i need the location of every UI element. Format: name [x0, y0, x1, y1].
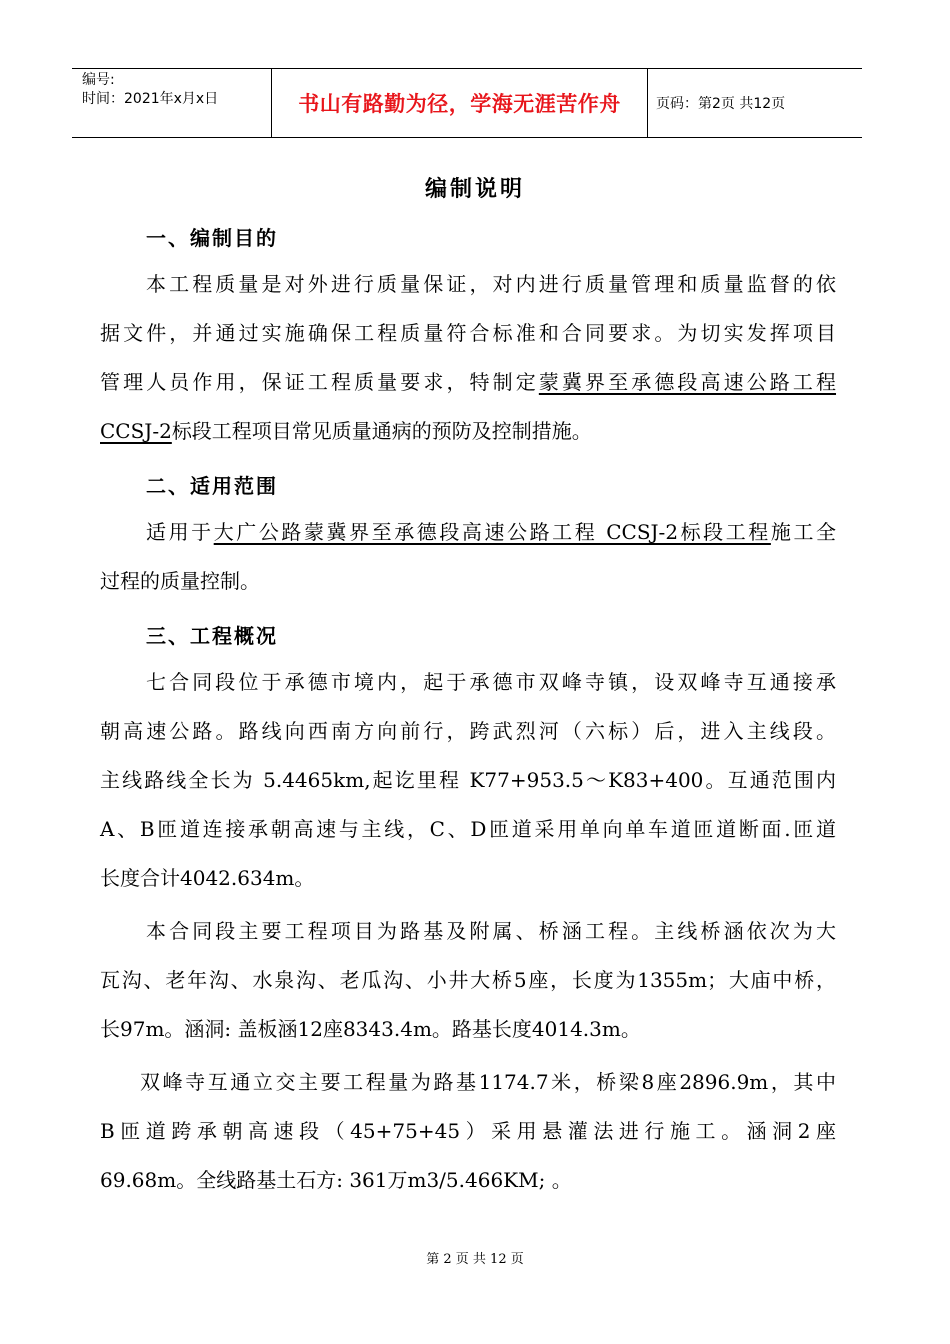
section-scope-body — [100, 557, 836, 606]
underlined-project-name: 蒙冀界至承德段高速公路工程 — [538, 370, 837, 394]
page-footer: 第 2 页 共 12 页 — [426, 1252, 524, 1267]
header-motto-cell — [272, 69, 648, 137]
section-heading-scope: 二、适用范围 — [146, 474, 278, 498]
paragraph-line: 朝高速公路。路线向西南方向前行，跨武烈河（六标）后，进入主线段。 — [100, 719, 836, 743]
paragraph-line: B匝道跨承朝高速段（45+75+45）采用悬灌法进行施工。涵洞2座 — [100, 1119, 836, 1143]
header-page-cell — [648, 69, 862, 137]
text-run: 施工全 — [770, 520, 837, 544]
text-run: 管理人员作用，保证工程质量要求，特制定 — [100, 370, 539, 394]
overview-para3-body — [100, 1107, 836, 1205]
section-heading-purpose: 一、编制目的 — [146, 226, 278, 250]
paragraph-line — [100, 358, 836, 407]
paragraph-line — [146, 508, 836, 557]
paragraph-line: 双峰寺互通立交主要工程量为路基1174.7米，桥梁8座2896.9m，其中 — [140, 1070, 836, 1094]
paragraph-line: 主线路线全长为 5.4465km,起讫里程 K77+953.5～K83+400。互通范围内 — [100, 768, 836, 792]
paragraph-line: 瓦沟、老年沟、水泉沟、老瓜沟、小井大桥5座，长度为1355m；大庙中桥， — [100, 968, 836, 992]
overview-para1-first-line — [146, 658, 836, 707]
overview-para3-first-line — [140, 1058, 836, 1107]
paragraph-line: A、B匝道连接承朝高速与主线，C、D匝道采用单向单车道匝道断面.匝道 — [100, 817, 836, 841]
paragraph-line: 本工程质量是对外进行质量保证，对内进行质量管理和质量监督的依 — [146, 272, 836, 296]
page-header — [72, 68, 862, 138]
paragraph-line: 七合同段位于承德市境内，起于承德市双峰寺镇，设双峰寺互通接承 — [146, 670, 836, 694]
section-purpose-first-line — [146, 260, 836, 309]
underlined-project-name: 大广公路蒙冀界至承德段高速公路工程 CCSJ-2标段工程 — [213, 520, 771, 544]
header-page-number: 页码：第2页 共12页 — [656, 96, 786, 112]
document-time-label: 时间：2021年x月x日 — [82, 91, 219, 107]
text-run: 标段工程项目常见质量通病的预防及控制措施。 — [171, 419, 592, 443]
paragraph-line: 本合同段主要工程项目为路基及附属、桥涵工程。主线桥涵依次为大 — [146, 919, 836, 943]
section-scope-first-line — [146, 508, 836, 557]
paragraph-line — [100, 407, 836, 456]
underlined-section-code: CCSJ-2 — [100, 419, 172, 443]
paragraph-line: 长度合计4042.634m。 — [100, 866, 315, 890]
text-run: 适用于 — [146, 520, 214, 544]
overview-para1-body — [100, 707, 836, 903]
paragraph-line: 长97m。涵洞: 盖板涵12座8343.4m。路基长度4014.3m。 — [100, 1017, 641, 1041]
overview-para2-body — [100, 956, 836, 1054]
section-purpose-body — [100, 309, 836, 456]
document-title: 编制说明 — [424, 177, 525, 202]
paragraph-line: 据文件，并通过实施确保工程质量符合标准和合同要求。为切实发挥项目 — [100, 321, 836, 345]
paragraph-line: 69.68m。全线路基土石方: 361万m3/5.466KM; 。 — [100, 1168, 572, 1192]
overview-para2-first-line — [146, 907, 836, 956]
header-motto: 书山有路勤为径，学海无涯苦作舟 — [298, 92, 621, 116]
paragraph-line: 过程的质量控制。 — [100, 569, 260, 593]
header-meta — [72, 69, 272, 137]
document-number-label: 编号: — [82, 72, 115, 88]
section-heading-overview: 三、工程概况 — [146, 624, 278, 648]
